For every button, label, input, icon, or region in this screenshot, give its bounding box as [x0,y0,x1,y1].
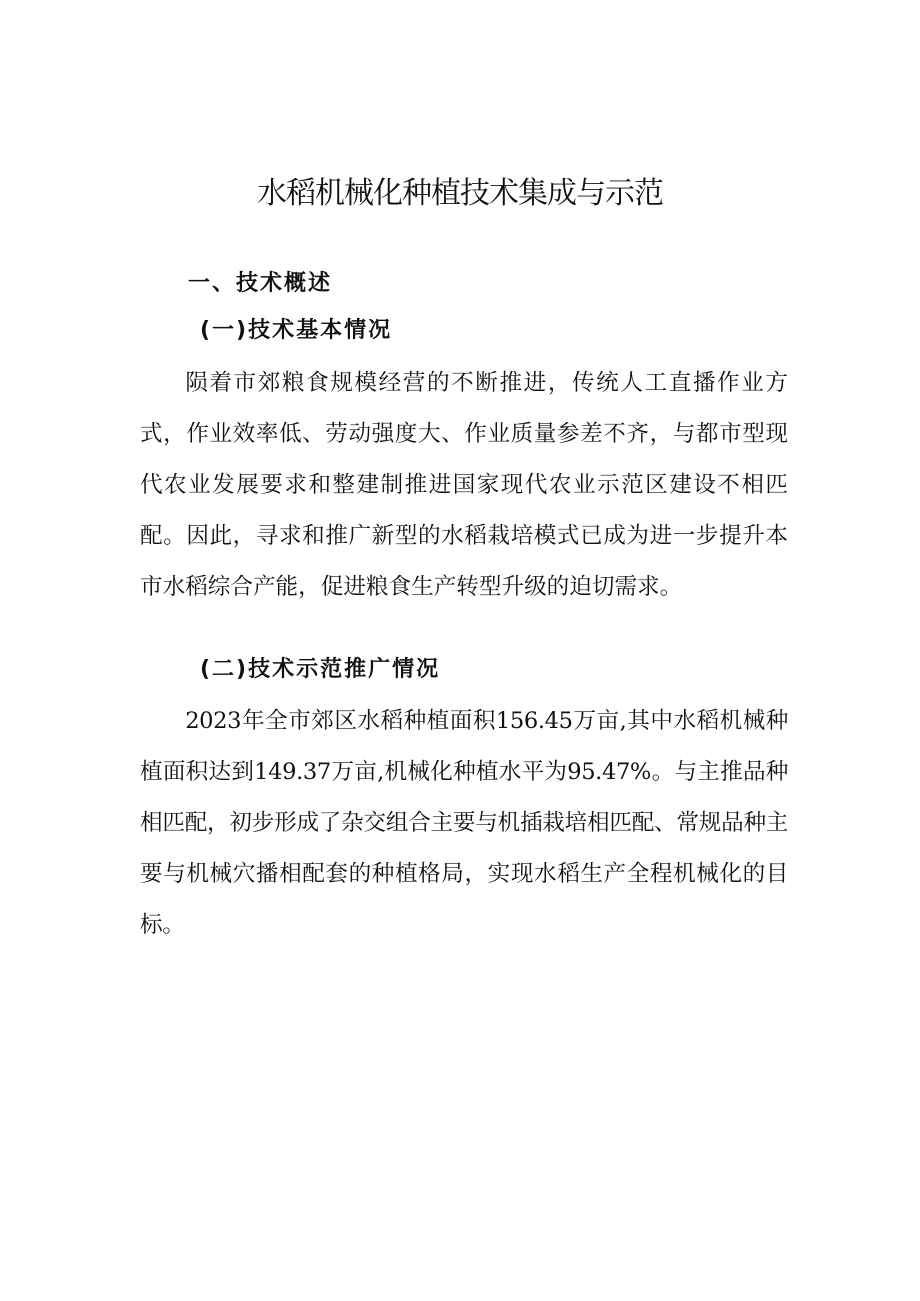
document-title: 水稻机械化种植技术集成与示范 [257,176,663,211]
subsection-heading-demonstration: (二)技术示范推广情况 [200,657,441,682]
subsection-heading-basic-situation: (一)技术基本情况 [200,318,393,343]
paragraph-demonstration: 2023年全市郊区水稻种植面积156.45万亩,其中水稻机械种植面积达到149.37万亩,机械化种植水平为95.47%。与主推品种相匹配，初步形成了杂交组合主要与机插栽培相匹配、常规品种主要与机械穴播相配套的种植格局，实现水稻生产全程机械化的目标。 [140,708,788,938]
paragraph-basic-situation: 陨着市郊粮食规模经营的不断推进，传统人工直播作业方式，作业效率低、劳动强度大、作业质量参差不齐，与都市型现代农业发展要求和整建制推进国家现代农业示范区建设不相匹配。因此，寻求和推广新型的水稻栽培模式已成为进一步提升本市水稻综合产能，促进粮食生产转型升级的迫切需求。 [140,370,788,600]
section-heading-overview: 一、技术概述 [188,271,333,296]
